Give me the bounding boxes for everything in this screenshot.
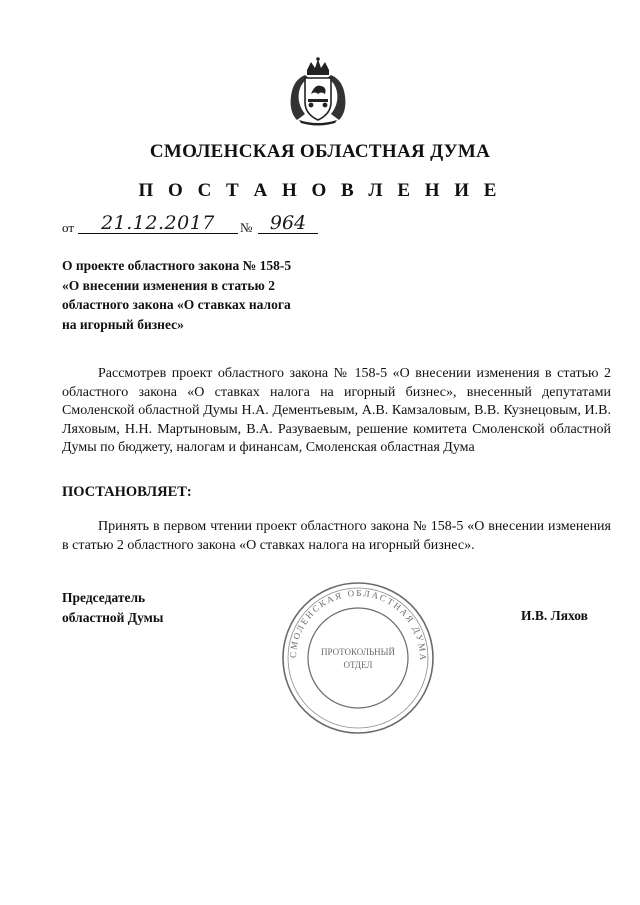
preamble-paragraph: Рассмотрев проект областного закона № 158-5 «О внесении изменения в статью 2 областного закона «О ставках налога на игорный бизнес», внесенный депутатами Смоленской областной Думы Н.А. Дементьевым, А.В. Камзаловым, В.В. Кузнецовым, И.В. Ляховым, Н.Н. Мартыновым, В.А. Разуваевым, решение комитета Смоленской областной Думы по бюджету, налогам и финансам, Смоленская областная Дума <box>62 366 611 456</box>
decision-paragraph: Принять в первом чтении проект областного закона № 158-5 «О внесении изменения в статью 2 областного закона «О ставках налога на игорный бизнес». <box>62 519 611 553</box>
decree-label: ПОСТАНОВЛЯЕТ: <box>62 484 192 500</box>
signatory-role <box>62 588 163 628</box>
subject-line: областного закона «О ставках налога <box>62 297 291 312</box>
signatory-name: И.В. Ляхов <box>521 608 588 623</box>
subject-line: «О внесении изменения в статью 2 <box>62 277 275 293</box>
stamp-ring-text: СМОЛЕНСКАЯ ОБЛАСТНАЯ ДУМА <box>287 587 429 663</box>
date-number-line <box>62 212 307 237</box>
stamp-center-text: ПРОТОКОЛЬНЫЙ <box>321 647 395 657</box>
signatory-role-line: областной Думы <box>62 610 164 625</box>
document-date: 21.12.2017 <box>101 212 215 234</box>
document-subject <box>62 256 362 334</box>
organization-title: СМОЛЕНСКАЯ ОБЛАСТНАЯ ДУМА <box>149 141 491 162</box>
signatory-role-line: Председатель <box>62 590 146 605</box>
number-underline <box>258 233 318 234</box>
number-sign: № <box>240 220 253 235</box>
subject-line: О проекте областного закона № 158-5 <box>62 258 292 273</box>
coat-of-arms-icon <box>285 56 351 126</box>
date-underline <box>78 233 238 234</box>
stamp-center-text: ОТДЕЛ <box>343 660 373 670</box>
document-type-heading: П О С Т А Н О В Л Е Н И Е <box>138 180 502 201</box>
subject-line: на игорный бизнес» <box>62 316 184 332</box>
official-stamp <box>280 580 436 736</box>
document-number: 964 <box>269 212 307 234</box>
date-prefix: от <box>62 220 75 235</box>
